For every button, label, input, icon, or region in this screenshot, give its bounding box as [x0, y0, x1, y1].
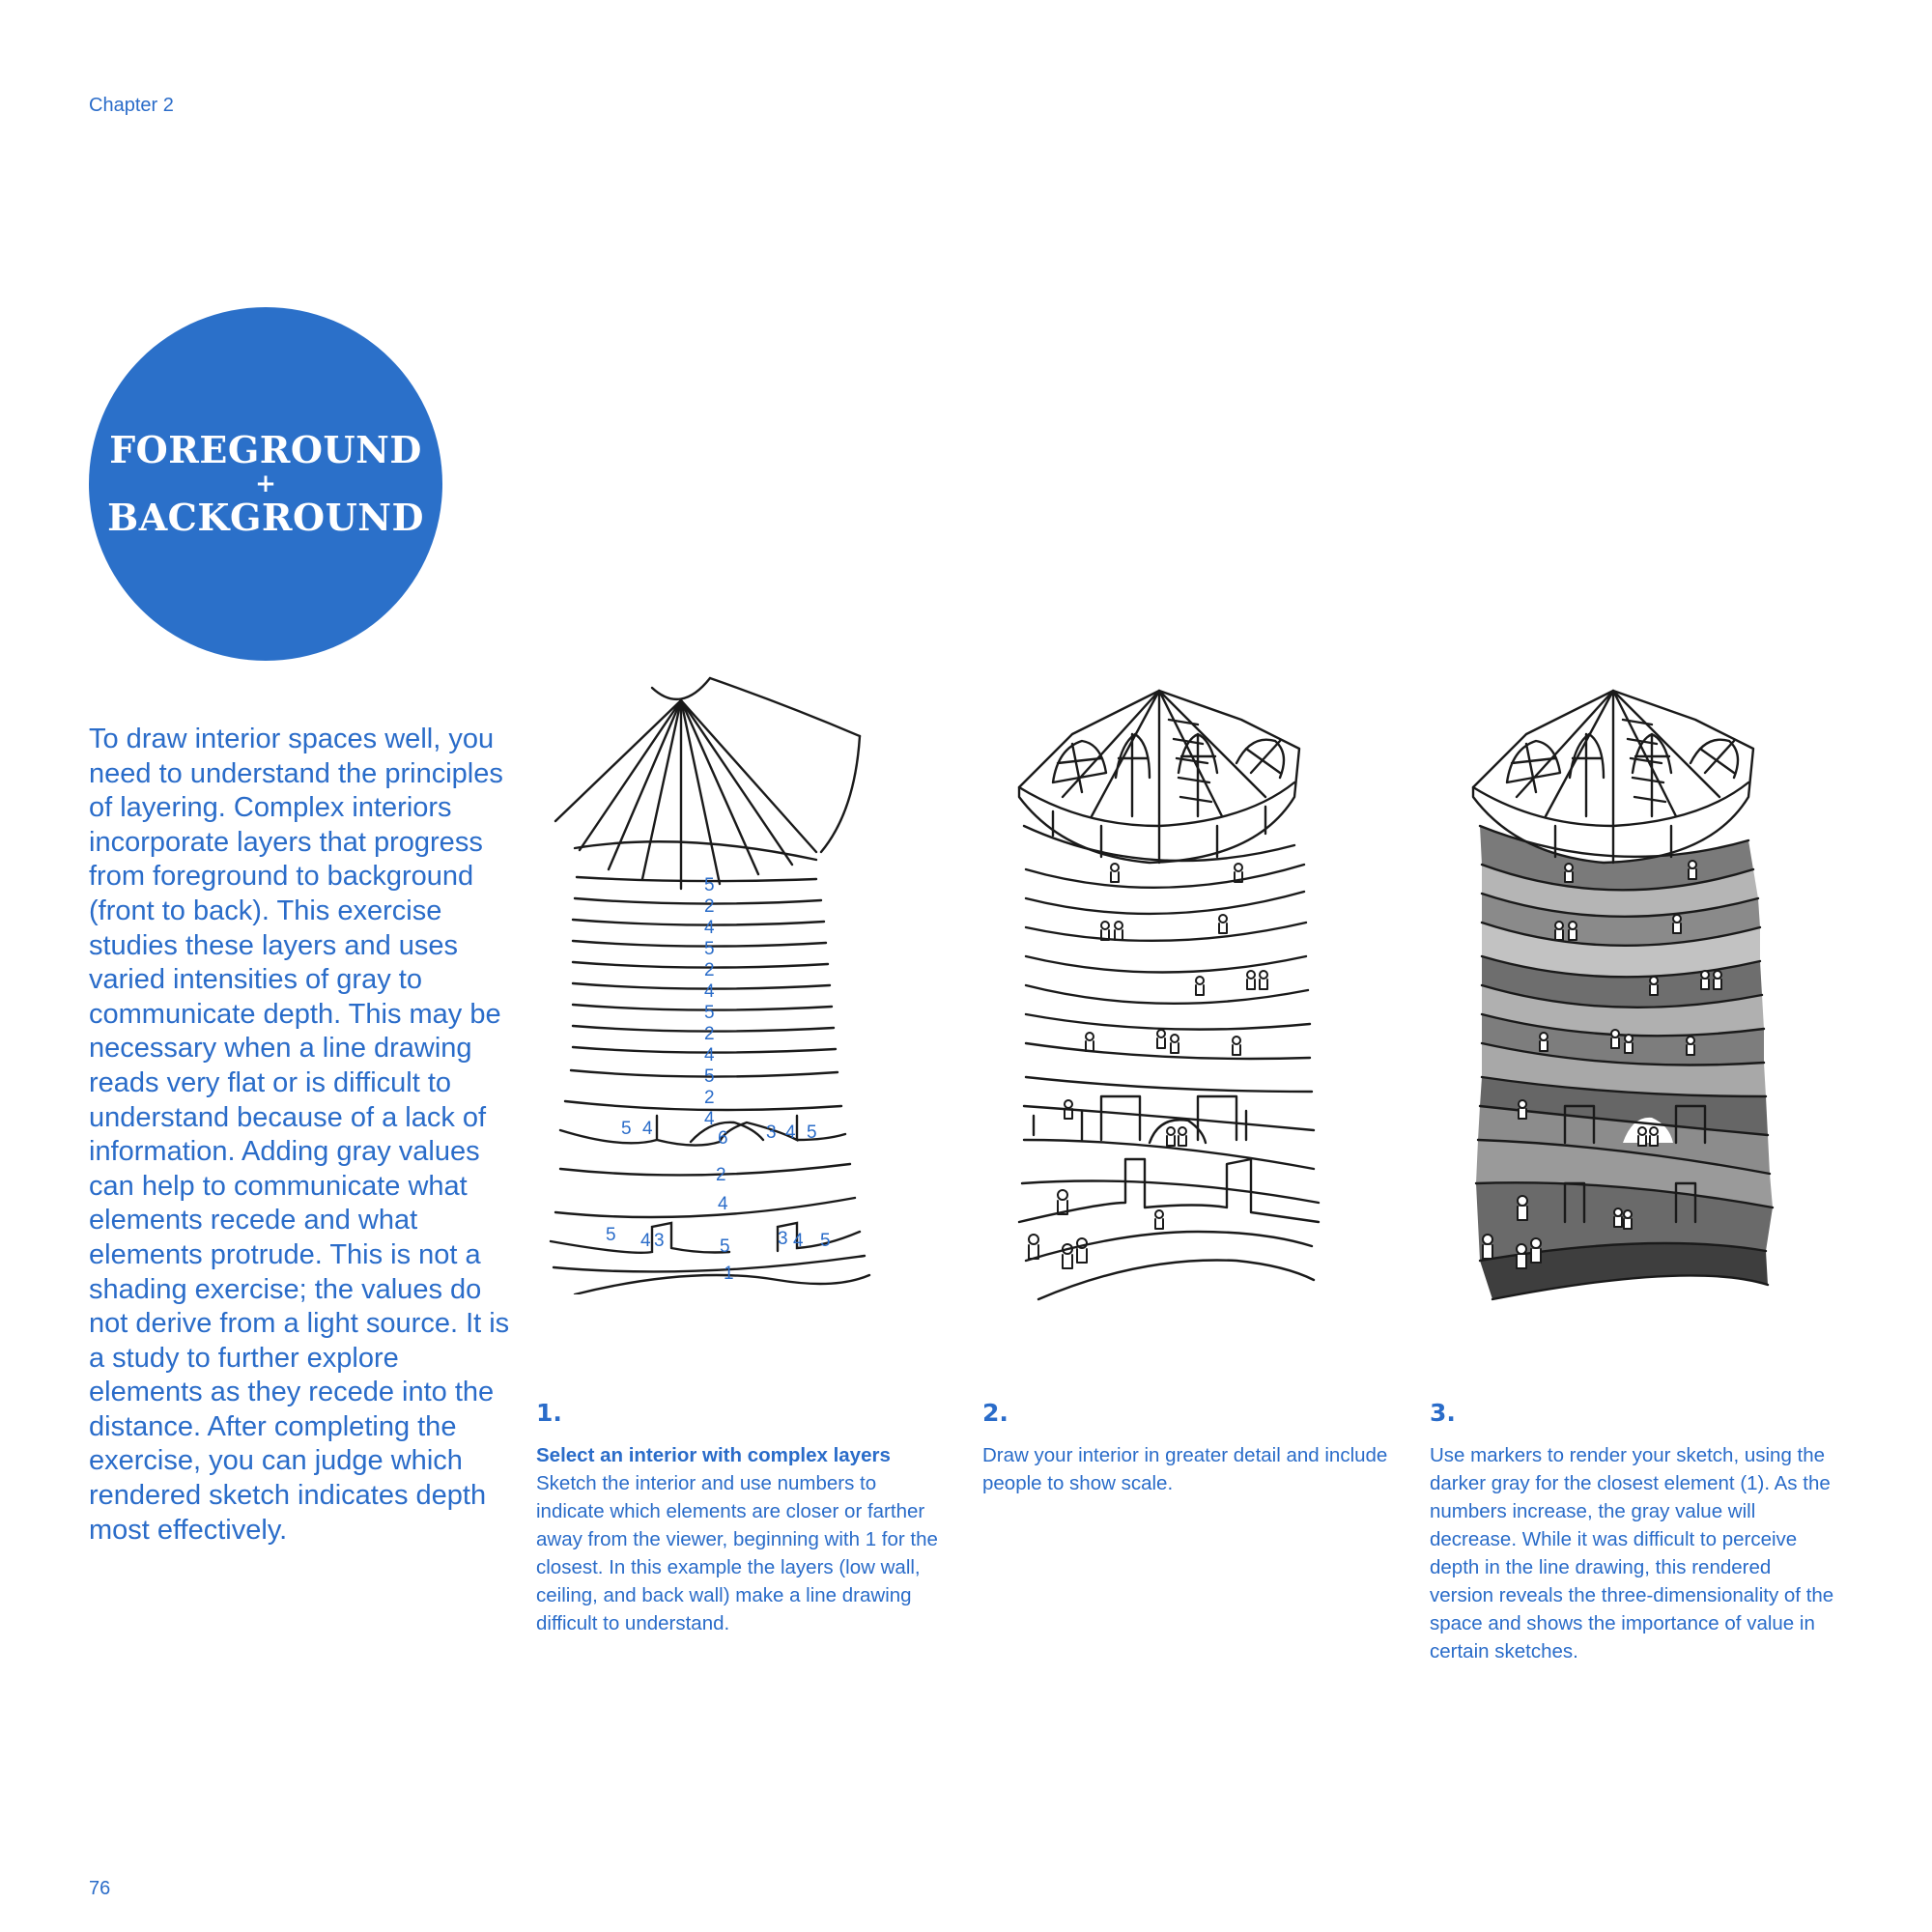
layer-label: 5 — [621, 1119, 632, 1139]
badge-title-background: BACKGROUND — [107, 496, 424, 539]
title-badge — [89, 307, 442, 661]
layer-label: 2 — [704, 1088, 715, 1108]
chapter-label: Chapter 2 — [89, 95, 174, 116]
layer-label: 4 — [785, 1122, 796, 1143]
layer-label: 3 — [654, 1231, 665, 1251]
sketch-numbered-layers — [536, 676, 942, 1294]
step-3-caption: Use markers to render your sketch, using the darker gray for the closest element (1). As the numbers increase, the gray value will decrease. While it was difficult to perceive depth in the line drawing, this rendered version reveals the three-dimensionality of the space and shows the importance of value in certain sketches. — [1430, 1444, 1834, 1662]
layer-label: 4 — [718, 1194, 728, 1214]
layer-label: 5 — [704, 1003, 715, 1023]
layer-label: 4 — [642, 1119, 653, 1139]
layer-label: 5 — [606, 1225, 616, 1245]
layer-label: 5 — [720, 1236, 730, 1257]
step-3-number: 3. — [1430, 1399, 1456, 1427]
layer-label: 2 — [704, 896, 715, 917]
layer-label: 1 — [724, 1264, 734, 1284]
layer-label: 4 — [704, 1045, 715, 1065]
layer-label: 5 — [704, 1066, 715, 1087]
layer-label: 4 — [640, 1231, 651, 1251]
step-2-number: 2. — [982, 1399, 1009, 1427]
step-2-caption: Draw your interior in greater detail and include people to show scale. — [982, 1444, 1388, 1494]
layer-label: 5 — [820, 1231, 831, 1251]
layer-label: 3 — [778, 1229, 788, 1249]
layer-label: 4 — [793, 1231, 804, 1251]
badge-title-foreground: FOREGROUND — [109, 428, 422, 471]
page-number: 76 — [89, 1878, 111, 1899]
layer-label: 6 — [718, 1128, 728, 1149]
layer-label: 5 — [807, 1122, 817, 1143]
layer-label: 3 — [766, 1122, 777, 1143]
intro-paragraph: To draw interior spaces well, you need to understand the principles of layering. Complex interiors incorporate layers that progress from foreground to background (front to back). This exercise studies these layers and uses varied intensities of gray to communicate depth. This may be necessary when a line drawing reads very flat or is difficult to understand because of a lack of information. Adding gray values can help to communicate what elements recede and what elements protrude. This is not a shading exercise; the values do not derive from a light source. It is a study to further explore elements as they recede into the distance. After completing the exercise, you can judge which rendered sketch indicates depth most effectively. — [89, 724, 510, 1546]
layer-label: 2 — [704, 960, 715, 980]
sketch-rendered-gray — [1459, 681, 1787, 1319]
layer-label: 2 — [716, 1165, 726, 1185]
layer-label: 4 — [704, 1109, 715, 1129]
step-1-number: 1. — [536, 1399, 562, 1427]
layer-label: 4 — [704, 981, 715, 1002]
badge-plus: + — [255, 469, 276, 498]
step-1-caption — [536, 1441, 942, 1637]
layer-label: 2 — [704, 1024, 715, 1044]
step-1-heading: Select an interior with complex layers — [536, 1444, 891, 1466]
sketch-detailed-interior — [1005, 681, 1333, 1319]
step-1-body: Sketch the interior and use numbers to indicate which elements are closer or farther away from the viewer, beginning with 1 for the closest. In this example the layers (low wall, ceiling, and back wall) make a line drawing difficult to understand. — [536, 1472, 938, 1634]
layer-label: 4 — [704, 918, 715, 938]
layer-label: 5 — [704, 875, 715, 895]
layer-label: 5 — [704, 939, 715, 959]
